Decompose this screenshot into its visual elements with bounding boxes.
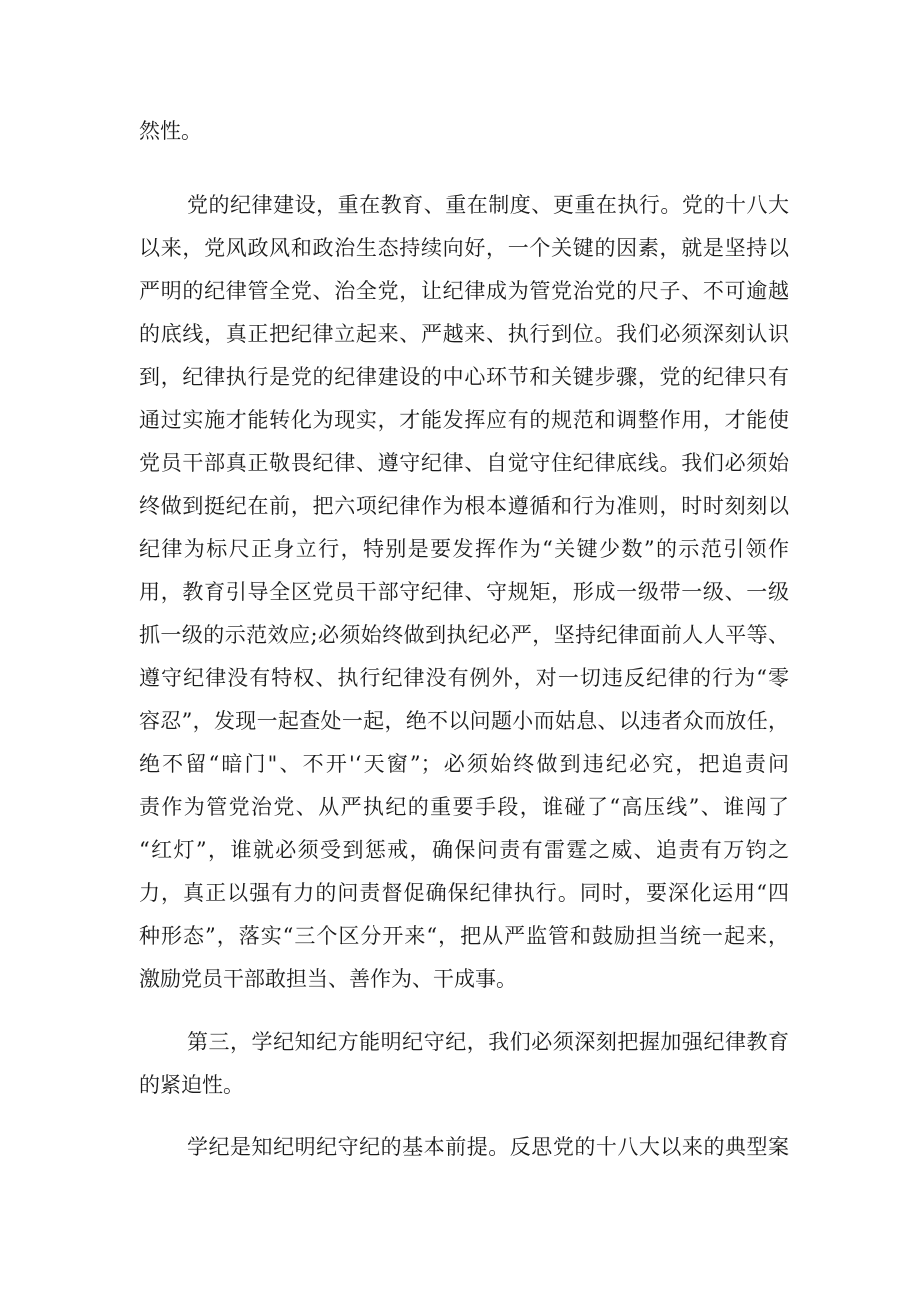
text-line: “红灯”，谁就必须受到惩戒，确保问责有雷霆之威、追责有万钧之 [139,838,789,862]
text-line: 的紧迫性。 [139,1073,244,1097]
text-line: 学纪是知纪明纪守纪的基本前提。反思党的十八大以来的典型案 [187,1135,789,1159]
text-line: 党的纪律建设，重在教育、重在制度、更重在执行。党的十八大 [187,193,789,217]
text-line: 抓一级的示范效应;必须始终做到执纪必严，坚持纪律面前人人平等、 [139,623,789,647]
text-line: 容忍”，发现一起查处一起，绝不以问题小而姑息、以违者众而放任， [139,709,789,733]
text-line: 通过实施才能转化为现实，才能发挥应有的规范和调整作用，才能使 [139,408,789,432]
text-line: 用，教育引导全区党员干部守纪律、守规矩，形成一级带一级、一级 [139,580,789,604]
text-line: 的底线，真正把纪律立起来、严越来、执行到位。我们必须深刻认识 [139,322,789,346]
text-line: 第三，学纪知纪方能明纪守纪，我们必须深刻把握加强纪律教育 [187,1030,789,1054]
text-line: 严明的纪律管全党、治全党，让纪律成为管党治党的尺子、不可逾越 [139,279,789,303]
text-line: 种形态”，落实“三个区分开来“，把从严监管和鼓励担当统一起来， [139,924,789,948]
paragraph-discipline-execution [139,184,789,1001]
text-line: 党员干部真正敬畏纪律、遵守纪律、自觉守住纪律底线。我们必须始 [139,451,789,475]
paragraph-continuation [139,110,789,153]
text-line: 力，真正以强有力的问责督促确保纪律执行。同时，要深化运用“四 [139,881,789,905]
paragraph-section-heading [139,1021,789,1107]
text-line: 然性。 [139,119,202,143]
text-line: 以来，党风政风和政治生态持续向好，一个关键的因素，就是坚持以 [139,236,789,260]
text-line: 激励党员干部敢担当、善作为、干成事。 [139,967,517,991]
text-line: 终做到挺纪在前，把六项纪律作为根本遵循和行为准则，时时刻刻以 [139,494,789,518]
text-line: 遵守纪律没有特权、执行纪律没有例外，对一切违反纪律的行为“零 [139,666,789,690]
text-line: 到，纪律执行是党的纪律建设的中心环节和关键步骤，党的纪律只有 [139,365,789,389]
text-line: 纪律为标尺正身立行，特别是要发挥作为“关键少数”的示范引领作 [139,537,789,561]
text-line: 绝不留“暗门"、不开'‘天窗”；必须始终做到违纪必究，把追责问 [139,752,789,776]
text-line: 责作为管党治党、从严执纪的重要手段，谁碰了“高压线”、谁闯了 [139,795,789,819]
paragraph-learning-discipline [139,1126,789,1169]
